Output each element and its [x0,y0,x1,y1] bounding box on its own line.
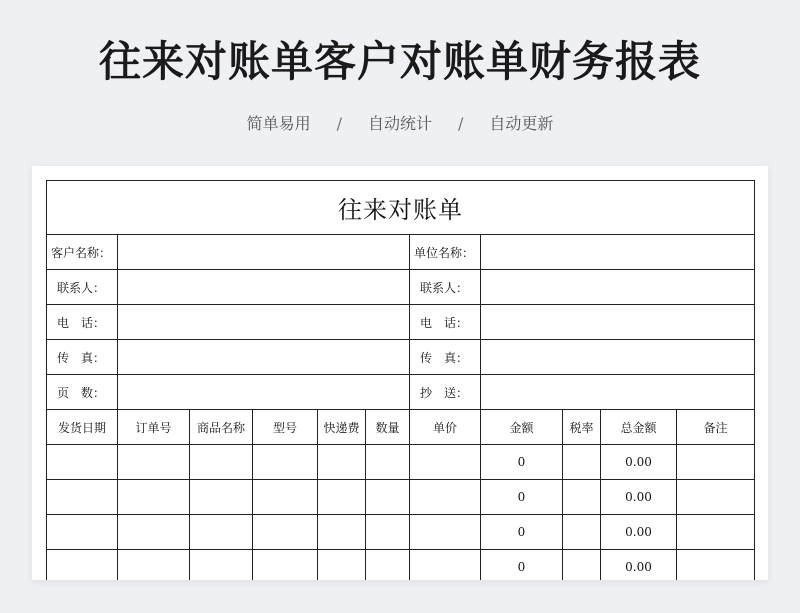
shipping-fee-cell[interactable] [318,515,366,550]
quantity-cell[interactable] [366,550,410,581]
fax-field-right[interactable] [481,340,755,375]
col-header-tax-rate: 税率 [563,410,601,445]
phone-label-right: 电 话： [410,305,481,340]
phone-field[interactable] [118,305,410,340]
col-header-total-amount: 总金额 [601,410,677,445]
phone-field-right[interactable] [481,305,755,340]
ship-date-cell[interactable] [47,445,118,480]
info-row-phone [47,305,755,340]
phone-label: 电 话： [47,305,118,340]
contact-field[interactable] [118,270,410,305]
ship-date-cell[interactable] [47,550,118,581]
unit-price-cell[interactable] [410,515,481,550]
col-header-ship-date: 发货日期 [47,410,118,445]
cc-label: 抄 送： [410,375,481,410]
shipping-fee-cell[interactable] [318,550,366,581]
feature-tagline [0,112,800,136]
unit-price-cell[interactable] [410,550,481,581]
ship-date-cell[interactable] [47,480,118,515]
quantity-cell[interactable] [366,480,410,515]
fax-label-right: 传 真： [410,340,481,375]
remarks-cell[interactable] [677,550,755,581]
shipping-fee-cell[interactable] [318,480,366,515]
tag-separator: / [458,114,464,133]
remarks-cell[interactable] [677,480,755,515]
fax-label: 传 真： [47,340,118,375]
table-row [47,550,755,581]
info-row-customer [47,235,755,270]
product-name-cell[interactable] [190,445,253,480]
total-amount-cell[interactable]: 0.00 [601,480,677,515]
table-row [47,445,755,480]
col-header-model: 型号 [253,410,318,445]
model-cell[interactable] [253,480,318,515]
page-title: 往来对账单客户对账单财务报表 [98,37,701,86]
amount-cell[interactable]: 0 [481,550,563,581]
order-no-cell[interactable] [118,480,190,515]
tax-rate-cell[interactable] [563,480,601,515]
table-row [47,480,755,515]
contact-label: 联系人： [47,270,118,305]
fax-field[interactable] [118,340,410,375]
order-no-cell[interactable] [118,515,190,550]
product-name-cell[interactable] [190,480,253,515]
tag-separator: / [336,114,342,133]
customer-name-label: 客户名称： [47,235,118,270]
quantity-cell[interactable] [366,515,410,550]
tax-rate-cell[interactable] [563,550,601,581]
col-header-unit-price: 单价 [410,410,481,445]
remarks-cell[interactable] [677,515,755,550]
col-header-amount: 金额 [481,410,563,445]
amount-cell[interactable]: 0 [481,480,563,515]
col-header-quantity: 数量 [366,410,410,445]
col-header-shipping-fee: 快递费 [318,410,366,445]
column-header-row [47,410,755,445]
model-cell[interactable] [253,515,318,550]
customer-name-field[interactable] [118,235,410,270]
company-name-field[interactable] [481,235,755,270]
col-header-product-name: 商品名称 [190,410,253,445]
ship-date-cell[interactable] [47,515,118,550]
contact-label-right: 联系人： [410,270,481,305]
shipping-fee-cell[interactable] [318,445,366,480]
pages-field[interactable] [118,375,410,410]
tag-easy-to-use: 简单易用 [246,114,311,133]
tag-auto-update: 自动更新 [489,114,554,133]
order-no-cell[interactable] [118,445,190,480]
info-row-pages [47,375,755,410]
remarks-cell[interactable] [677,445,755,480]
amount-cell[interactable]: 0 [481,445,563,480]
tag-auto-statistics: 自动统计 [367,114,432,133]
col-header-remarks: 备注 [677,410,755,445]
cc-field[interactable] [481,375,755,410]
total-amount-cell[interactable]: 0.00 [601,515,677,550]
form-title: 往来对账单 [47,181,755,235]
total-amount-cell[interactable]: 0.00 [601,445,677,480]
col-header-order-no: 订单号 [118,410,190,445]
pages-label: 页 数： [47,375,118,410]
quantity-cell[interactable] [366,445,410,480]
statement-sheet [32,166,768,580]
order-no-cell[interactable] [118,550,190,581]
table-row [47,515,755,550]
statement-table [46,180,755,580]
contact-field-right[interactable] [481,270,755,305]
model-cell[interactable] [253,445,318,480]
unit-price-cell[interactable] [410,480,481,515]
product-name-cell[interactable] [190,550,253,581]
product-name-cell[interactable] [190,515,253,550]
amount-cell[interactable]: 0 [481,515,563,550]
tax-rate-cell[interactable] [563,445,601,480]
tax-rate-cell[interactable] [563,515,601,550]
company-name-label: 单位名称： [410,235,481,270]
total-amount-cell[interactable]: 0.00 [601,550,677,581]
info-row-contact [47,270,755,305]
info-row-fax [47,340,755,375]
model-cell[interactable] [253,550,318,581]
unit-price-cell[interactable] [410,445,481,480]
